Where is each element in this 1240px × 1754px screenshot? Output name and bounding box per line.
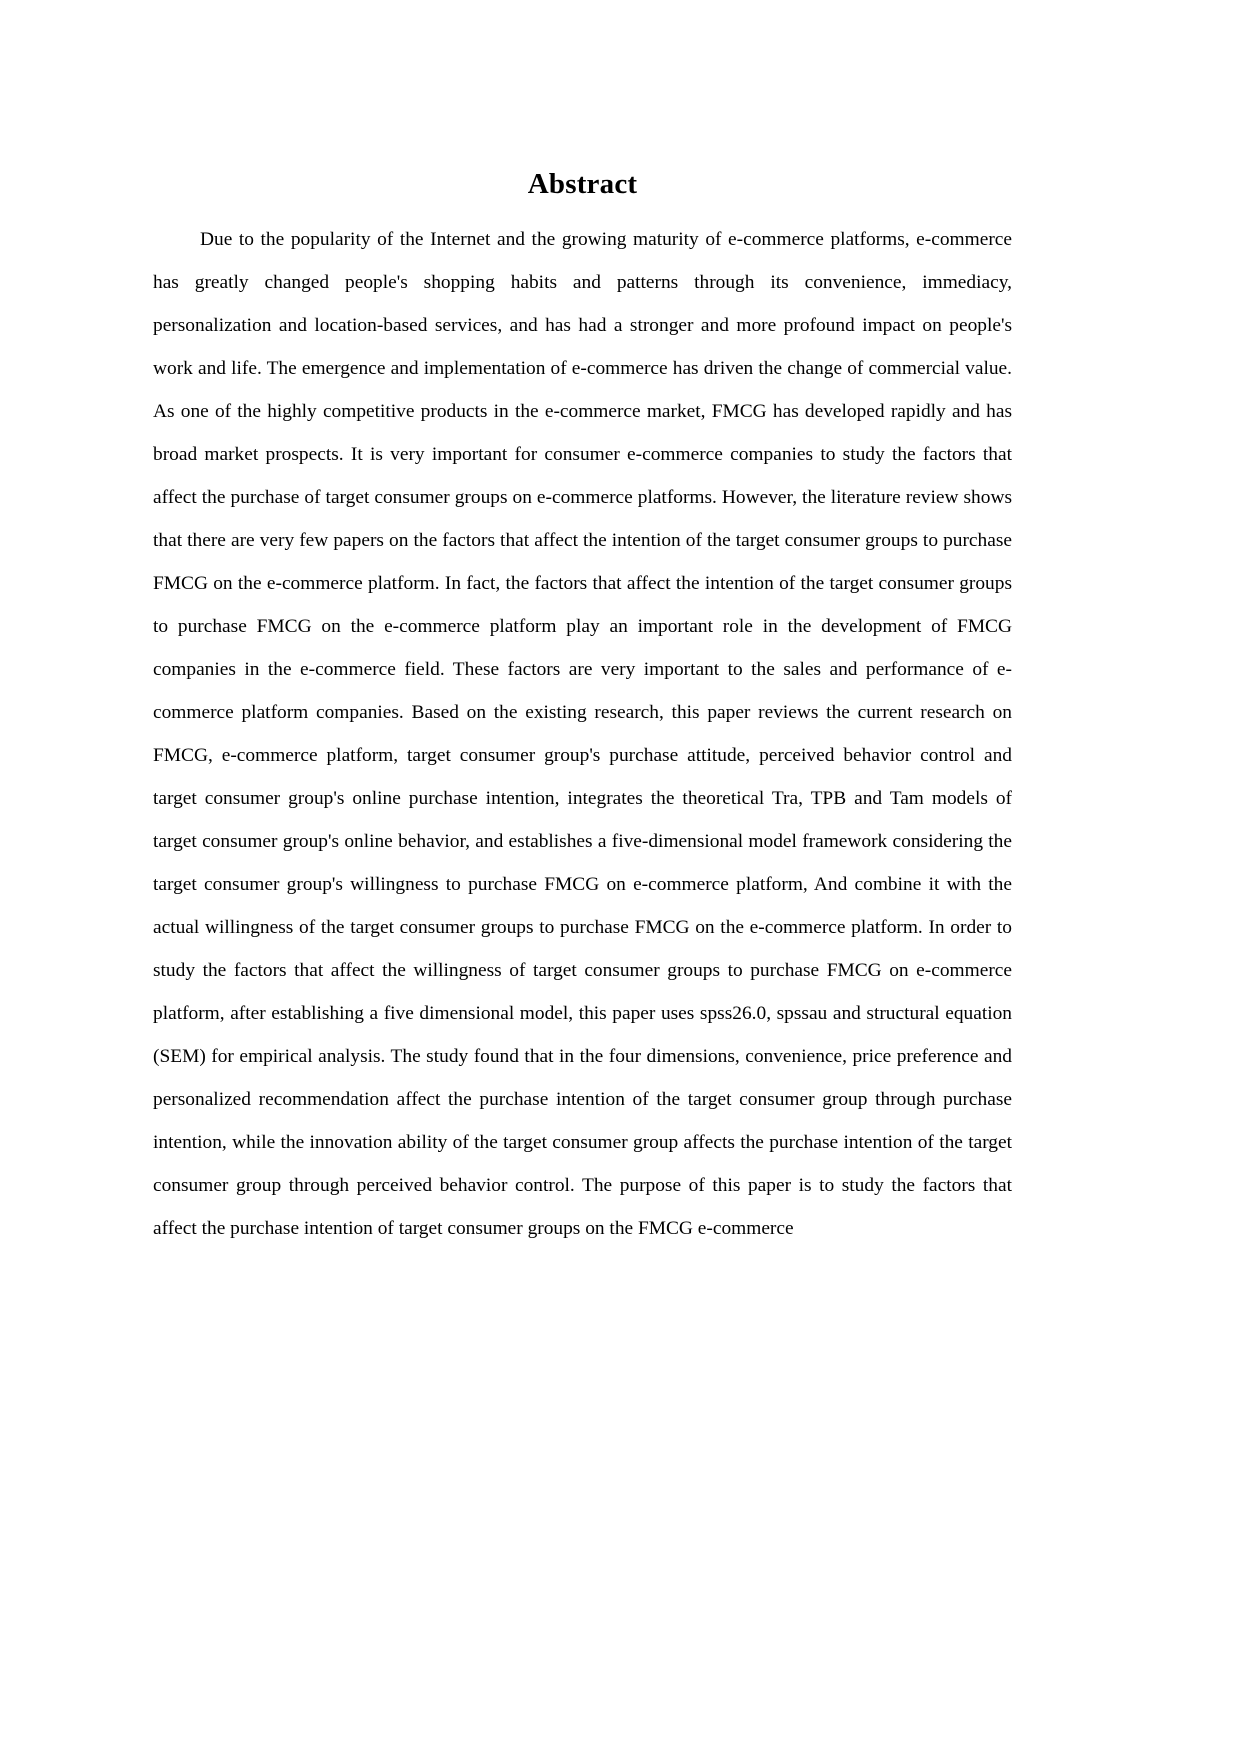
page-title: Abstract xyxy=(527,168,638,200)
abstract-paragraph: Due to the popularity of the Internet and the growing maturity of e-commerce platforms, e-commerce has greatly changed people's shopping habits and patterns through its convenience, immediacy, personalization and location-based services, and has had a stronger and more profound impact on people's work and life. The emergence and implementation of e-commerce has driven the change of commercial value. As one of the highly competitive products in the e-commerce market, FMCG has developed rapidly and has broad market prospects. It is very important for consumer e-commerce companies to study the factors that affect the purchase of target consumer groups on e-commerce platforms. However, the literature review shows that there are very few papers on the factors that affect the intention of the target consumer groups to purchase FMCG on the e-commerce platform. In fact, the factors that affect the intention of the target consumer groups to purchase FMCG on the e-commerce platform play an important role in the development of FMCG companies in the e-commerce field. These factors are very important to the sales and performance of e-commerce platform companies. Based on the existing research, this paper reviews the current research on FMCG, e-commerce platform, target consumer group's purchase attitude, perceived behavior control and target consumer group's online purchase intention, integrates the theoretical Tra, TPB and Tam models of target consumer group's online behavior, and establishes a five-dimensional model framework considering the target consumer group's willingness to purchase FMCG on e-commerce platform, And combine it with the actual willingness of the target consumer groups to purchase FMCG on the e-commerce platform. In order to study the factors that affect the willingness of target consumer groups to purchase FMCG on e-commerce platform, after establishing a five dimensional model, this paper uses spss26.0, spssau and structural equation (SEM) for empirical analysis. The study found that in the four dimensions, convenience, price preference and personalized recommendation affect the purchase intention of the target consumer group through purchase intention, while the innovation ability of the target consumer group affects the purchase intention of the target consumer group through perceived behavior control. The purpose of this paper is to study the factors that affect the purchase intention of target consumer groups on the FMCG e-commerce xyxy=(153,229,1012,1240)
page-content xyxy=(153,0,1012,1250)
